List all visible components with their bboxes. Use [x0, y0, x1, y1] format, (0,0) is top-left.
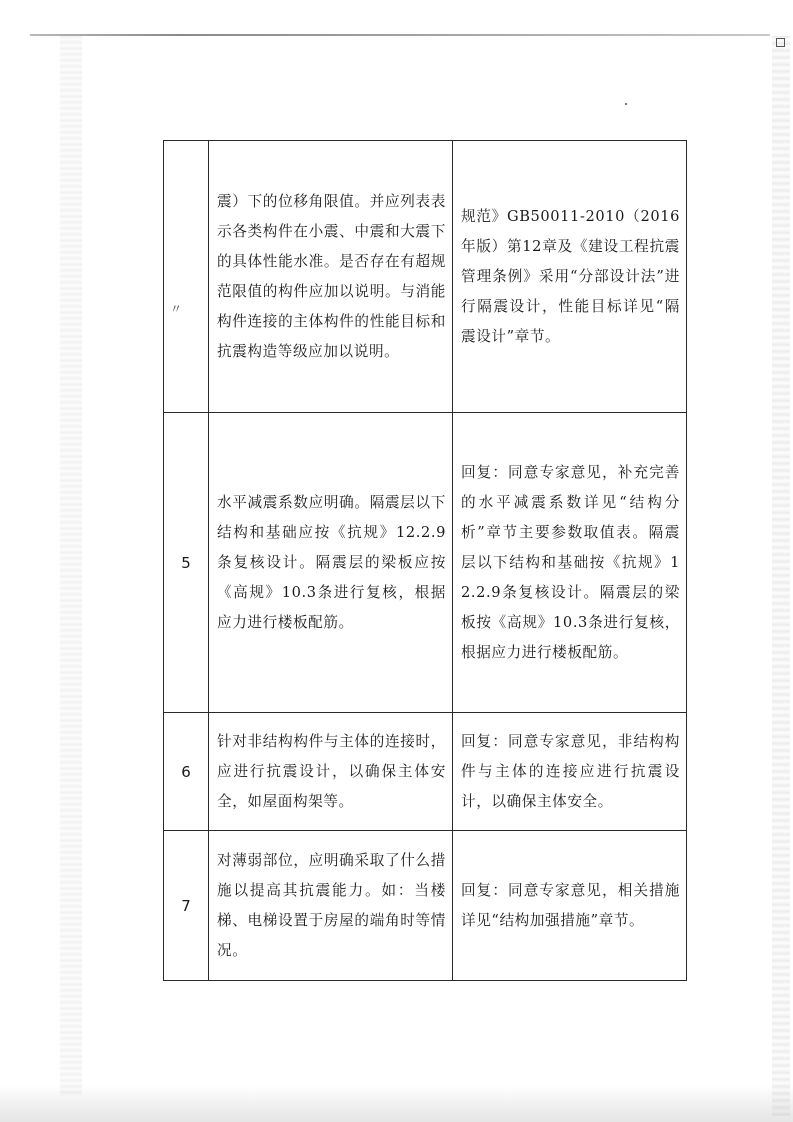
reply-cell — [453, 413, 687, 713]
reply-text: 回复：同意专家意见，非结构构件与主体的连接应进行抗震设计，以确保主体安全。 — [461, 732, 680, 810]
expert-comment-text: 震）下的位移角限值。并应列表表示各类构件在小震、中震和大震下的具体性能水准。是否存在有超规范限值的构件应加以说明。与消能构件连接的主体构件的性能目标和抗震构造等级应加以说明。 — [217, 192, 446, 360]
reply-text: 回复：同意专家意见，相关措施详见“结构加强措施”章节。 — [461, 881, 680, 929]
reply-cell — [453, 141, 687, 413]
table-row — [164, 831, 687, 981]
row-number-cell — [164, 713, 209, 831]
margin-mark: 〃 — [170, 302, 183, 316]
expert-comment-cell — [209, 141, 453, 413]
expert-comment-text: 针对非结构构件与主体的连接时，应进行抗震设计，以确保主体安全，如屋面构架等。 — [217, 732, 446, 810]
table-row — [164, 413, 687, 713]
expert-comment-cell — [209, 831, 453, 981]
expert-comment-cell — [209, 413, 453, 713]
scan-edge-left — [60, 36, 82, 1096]
scan-edge-right — [772, 36, 790, 1116]
row-number: 5 — [181, 553, 191, 572]
reply-cell — [453, 713, 687, 831]
scan-speck — [625, 103, 627, 105]
row-number-cell — [164, 831, 209, 981]
expert-comment-text: 水平减震系数应明确。隔震层以下结构和基础应按《抗规》12.2.9条复核设计。隔震层的梁板应按《高规》10.3条进行复核，根据应力进行楼板配筋。 — [217, 493, 446, 631]
row-number: 6 — [181, 762, 191, 781]
table-row — [164, 141, 687, 413]
reply-text: 回复：同意专家意见，补充完善的水平减震系数详见“结构分析”章节主要参数取值表。隔震层以下结构和基础按《抗规》12.2.9条复核设计。隔震层的梁板按《高规》10.3条进行复核，根据应力进行楼板配筋。 — [461, 463, 680, 661]
row-number-cell — [164, 141, 209, 413]
row-number: 7 — [181, 896, 191, 915]
scan-edge-bottom — [0, 1085, 793, 1122]
scan-edge-top — [30, 34, 770, 36]
row-number-cell — [164, 413, 209, 713]
reply-cell — [453, 831, 687, 981]
expert-comment-text: 对薄弱部位，应明确采取了什么措施以提高其抗震能力。如：当楼梯、电梯设置于房屋的端角时等情况。 — [217, 851, 446, 959]
reply-text: 规范》GB50011-2010（2016年版）第12章及《建设工程抗震管理条例》采用“分部设计法”进行隔震设计，性能目标详见“隔震设计”章节。 — [461, 207, 680, 345]
review-comments-table — [163, 140, 687, 981]
expert-comment-cell — [209, 713, 453, 831]
corner-registration-mark — [776, 38, 785, 47]
table-row — [164, 713, 687, 831]
